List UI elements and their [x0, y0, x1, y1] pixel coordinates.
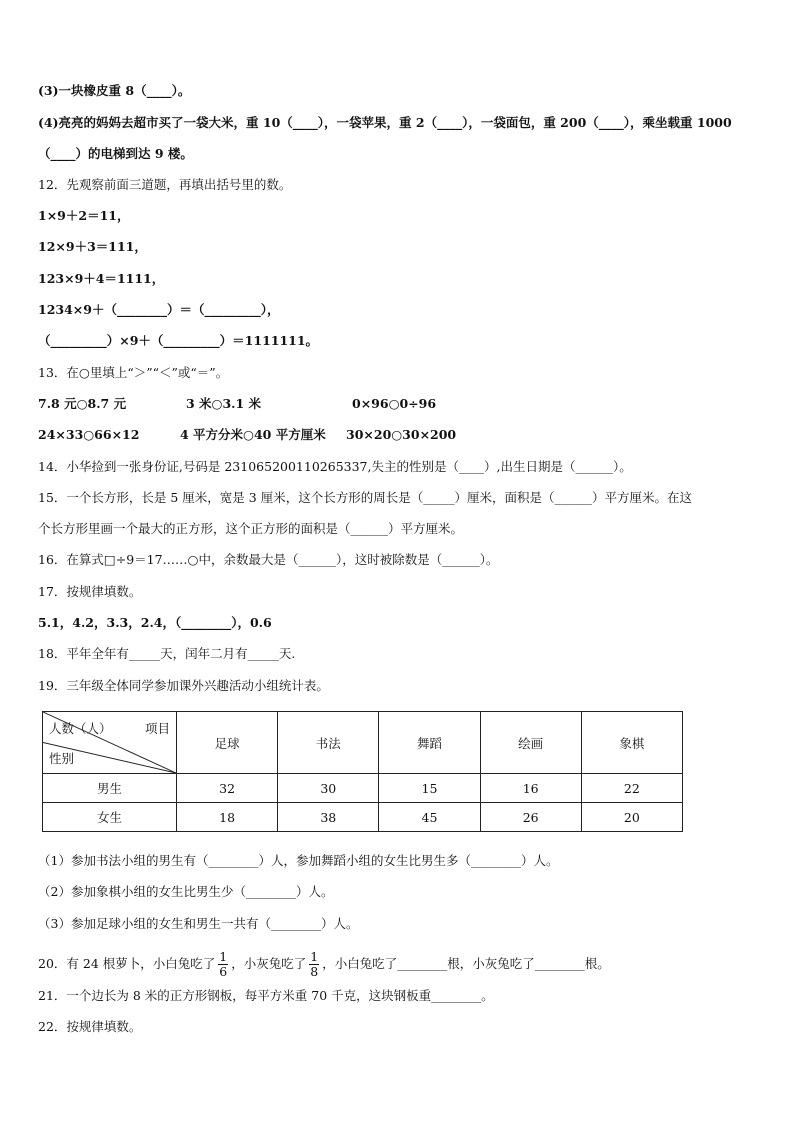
question-14: 14．小华捡到一张身份证,号码是 231065200110265337,失主的性别是（____）,出生日期是（______）。 [38, 459, 632, 474]
header-football: 足球 [177, 712, 278, 774]
table-cell: 32 [177, 774, 278, 803]
row-label-girls: 女生 [43, 803, 177, 832]
compare-3: 0×96○0÷96 [352, 396, 437, 411]
question-16: 16．在算式□÷9＝17……○中，余数最大是（______），这时被除数是（______）。 [38, 552, 499, 567]
fraction-denominator: 8 [310, 964, 319, 979]
question-12-eq-4: 1234×9＋（________）＝（_________）， [38, 302, 280, 317]
compare-5: 4 平方分米○40 平方厘米 [180, 427, 326, 442]
fraction-denominator: 6 [219, 964, 228, 979]
corner-label-count: 人数（人） [49, 721, 112, 736]
fraction-one-eighth [309, 950, 319, 979]
header-chess: 象棋 [581, 712, 682, 774]
table-row [43, 774, 683, 803]
question-19-title: 19．三年级全体同学参加课外兴趣活动小组统计表。 [38, 678, 329, 693]
question-12-eq-1: 1×9＋2＝11， [38, 208, 130, 223]
question-13-title: 13．在○里填上“＞”“＜”或“＝”。 [38, 365, 229, 380]
compare-4: 24×33○66×12 [38, 427, 140, 442]
table-row [43, 803, 683, 832]
table-cell: 15 [379, 774, 480, 803]
question-20-intro: 20．有 24 根萝卜，小白兔吃了 [38, 956, 216, 971]
corner-label-gender: 性别 [49, 751, 75, 766]
fraction-numerator: 1 [219, 949, 228, 964]
question-19-part-2: （2）参加象棋小组的女生比男生少（________）人。 [38, 884, 334, 899]
question-17-title: 17．按规律填数。 [38, 584, 142, 599]
question-22-title: 22．按规律填数。 [38, 1019, 142, 1034]
table-header-row [43, 712, 683, 774]
question-15-line-1: 15．一个长方形，长是 5 厘米，宽是 3 厘米，这个长方形的周长是（_____）厘米，面积是（______）平方厘米。在这 [38, 490, 692, 505]
question-17-sequence: 5.1，4.2，3.3，2.4，（________），0.6 [38, 615, 272, 630]
question-12-eq-5: （_________）×9＋（_________）＝1111111。 [38, 333, 319, 348]
question-19-part-3: （3）参加足球小组的女生和男生一共有（________）人。 [38, 916, 359, 931]
question-11-part-3: (3)一块橡皮重 8（____）。 [38, 83, 191, 98]
compare-6: 30×20○30×200 [346, 427, 457, 442]
activity-stats-table [42, 711, 683, 832]
header-dance: 舞蹈 [379, 712, 480, 774]
question-12-title: 12．先观察前面三道题，再填出括号里的数。 [38, 177, 292, 192]
table-cell: 20 [581, 803, 682, 832]
table-cell: 16 [480, 774, 581, 803]
question-18: 18．平年全年有_____天，闰年二月有_____天. [38, 646, 296, 661]
question-11-part-4-line-1: (4)亮亮的妈妈去超市买了一袋大米，重 10（____），一袋苹果，重 2（____），一袋面包，重 200（____），乘坐载重 1000 [38, 115, 732, 130]
question-20-end: ，小白兔吃了________根，小灰兔吃了________根。 [322, 956, 610, 971]
row-label-boys: 男生 [43, 774, 177, 803]
question-12-eq-3: 123×9＋4＝1111， [38, 271, 165, 286]
question-11-part-4-line-2: （____）的电梯到达 9 楼。 [38, 146, 193, 161]
table-cell: 45 [379, 803, 480, 832]
table-cell: 30 [278, 774, 379, 803]
fraction-one-sixth [218, 950, 228, 979]
table-cell: 18 [177, 803, 278, 832]
diagonal-header-cell [43, 712, 177, 774]
compare-1: 7.8 元○8.7 元 [38, 396, 127, 411]
question-20 [38, 950, 764, 979]
fraction-numerator: 1 [310, 949, 319, 964]
compare-2: 3 米○3.1 米 [186, 396, 262, 411]
header-calligraphy: 书法 [278, 712, 379, 774]
question-15-line-2: 个长方形里画一个最大的正方形，这个正方形的面积是（______）平方厘米。 [38, 521, 464, 536]
header-painting: 绘画 [480, 712, 581, 774]
table-cell: 38 [278, 803, 379, 832]
table-cell: 22 [581, 774, 682, 803]
question-19-part-1: （1）参加书法小组的男生有（________）人，参加舞蹈小组的女生比男生多（________）人。 [38, 853, 559, 868]
corner-label-item: 项目 [144, 721, 170, 736]
question-20-middle: ，小灰兔吃了 [231, 956, 307, 971]
question-21: 21．一个边长为 8 米的正方形钢板，每平方米重 70 千克，这块钢板重________。 [38, 988, 494, 1003]
question-12-eq-2: 12×9＋3＝111， [38, 239, 147, 254]
table-cell: 26 [480, 803, 581, 832]
